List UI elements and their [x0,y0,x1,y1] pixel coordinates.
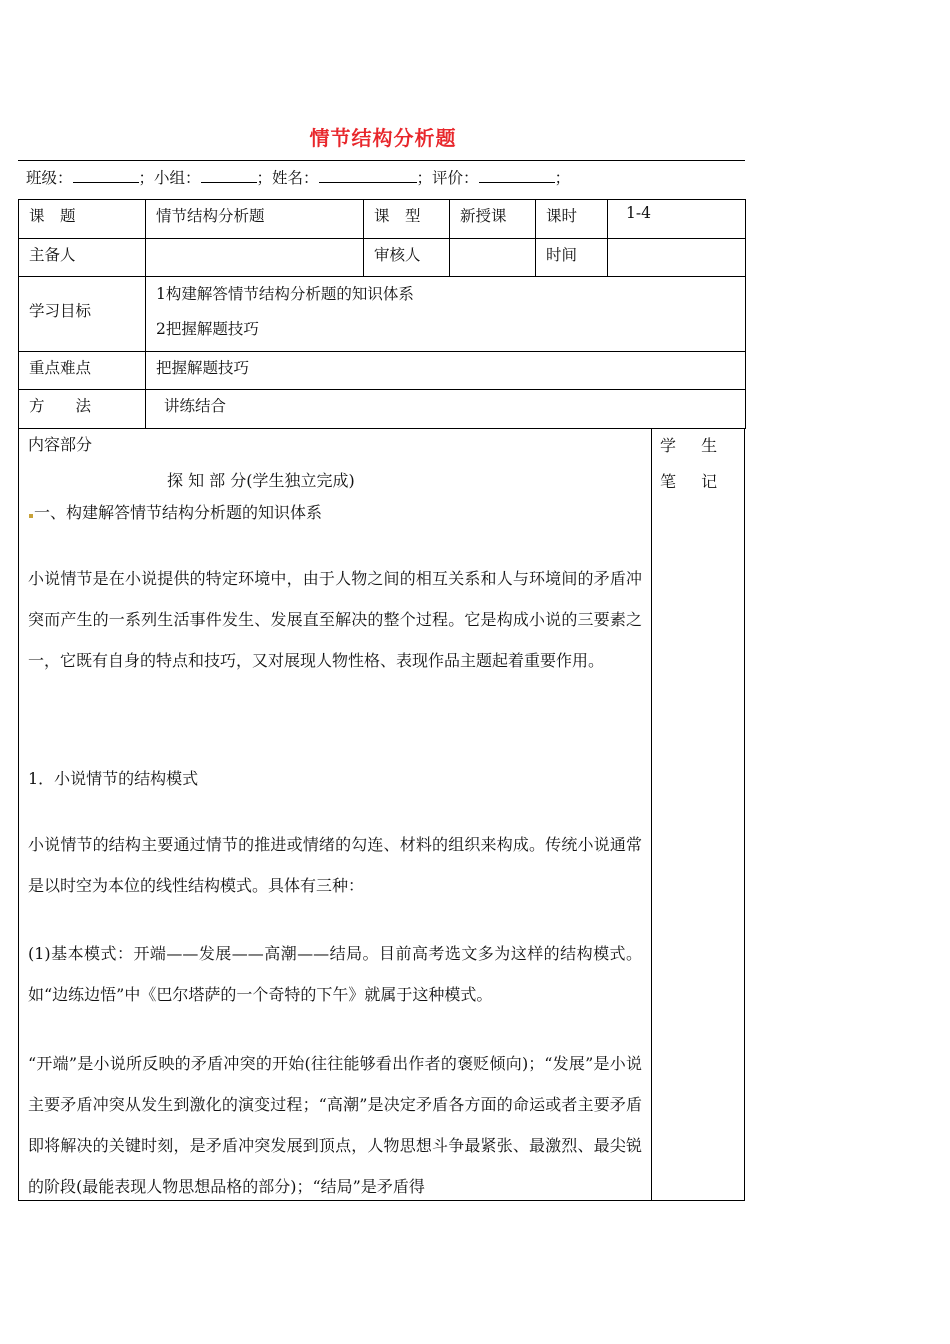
intro-paragraph: 小说情节是在小说提供的特定环境中，由于人物之间的相互关系和人与环境间的矛盾冲突而产生的一系列生活事件发生、发展直至解决的整个过程。它是构成小说的三要素之一，它既有自身的特点和技巧，又对展现人物性格、表现作品主题起着重要作用。 [28,569,642,670]
notes-label-line1: 学 生 [660,436,728,455]
topic-label: 课 题 [19,200,146,239]
key-value: 把握解题技巧 [146,352,746,390]
meta-row-method [19,390,746,429]
key-label: 重点难点 [19,352,146,390]
reviewer-label: 审核人 [364,239,450,277]
period-label: 课时 [536,200,608,239]
content-column [19,428,652,1200]
title-rule [18,160,745,161]
student-info-line [26,166,570,188]
reviewer-value [450,239,536,277]
type-value: 新授课 [450,200,536,239]
basic-mode-paragraph: (1)基本模式：开端——发展——高潮——结局。目前高考选文多为这样的结构模式。如“边练边悟”中《巴尔塔萨的一个奇特的下午》就属于这种模式。 [28,944,642,1004]
goal-label: 学习目标 [19,277,146,352]
meta-row-topic [19,200,746,239]
time-label: 时间 [536,239,608,277]
section-label: 内容部分 [28,435,93,454]
stages-paragraph: “开端”是小说所反映的矛盾冲突的开始(往往能够看出作者的褒贬倾向)；“发展”是小说主要矛盾冲突从发生到激化的演变过程；“高潮”是决定矛盾各方面的命运或者主要矛盾即将解决的关键时刻，是矛盾冲突发展到顶点，人物思想斗争最紧张、最激烈、最尖锐的阶段(最能表现人物思想品格的部分)；“结局”是矛盾得 [28,1054,642,1196]
meta-row-key [19,352,746,390]
method-label: 方 法 [19,390,146,429]
goal-item: 1构建解答情节结构分析题的知识体系 [156,285,414,303]
preparer-value [146,239,364,277]
structure-paragraph: 小说情节的结构主要通过情节的推进或情绪的勾连、材料的组织来构成。传统小说通常是以时空为本位的线性结构模式。具体有三种： [28,835,642,895]
notes-label-line2: 笔 记 [660,472,728,491]
eval-blank[interactable] [479,167,555,183]
lesson-meta-table [18,199,746,429]
content-section [18,428,745,1201]
section-heading-2: 1．小说情节的结构模式 [28,769,199,788]
page-title: 情节结构分析题 [309,126,457,150]
name-blank[interactable] [319,167,417,183]
meta-row-preparer [19,239,746,277]
explore-heading: 探 知 部 分(学生独立完成) [167,471,355,490]
topic-value: 情节结构分析题 [146,200,364,239]
meta-row-goals [19,277,746,352]
method-value: 讲练结合 [146,390,746,429]
period-value: 1-4 [608,200,746,239]
class-blank[interactable] [73,167,139,183]
preparer-label: 主备人 [19,239,146,277]
bullet-mark [29,514,33,518]
class-label: 班级： [26,169,73,187]
time-value [608,239,746,277]
info-end: ； [554,169,571,187]
group-blank[interactable] [201,167,257,183]
goal-list [146,277,746,352]
student-notes-column [659,428,739,500]
goal-item: 2把握解题技巧 [156,320,259,338]
name-label: ；姓名： [256,169,319,187]
section-heading-1: 一、构建解答情节结构分析题的知识体系 [34,503,323,522]
type-label: 课 型 [364,200,450,239]
group-label: ；小组： [138,169,201,187]
eval-label: ；评价： [416,169,479,187]
